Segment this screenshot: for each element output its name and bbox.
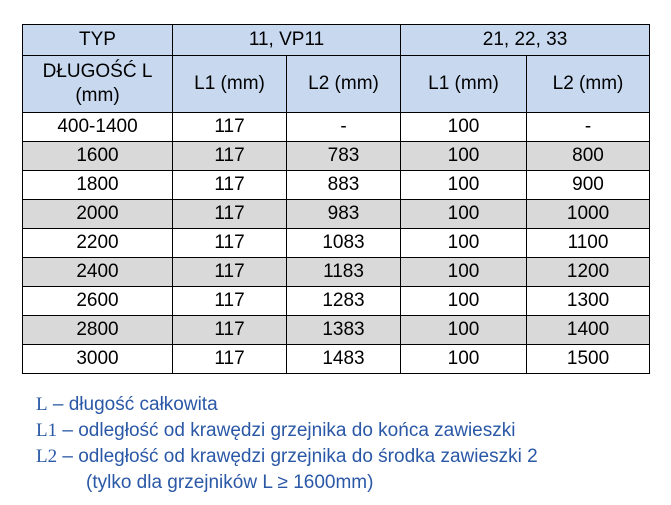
- table-row: [23, 316, 650, 345]
- group1-l1-cell: 117: [173, 171, 287, 200]
- group2-l2-cell: 1000: [527, 200, 650, 229]
- group1-l1-cell: 117: [173, 345, 287, 374]
- group1-l1-cell: 117: [173, 113, 287, 142]
- legend-l: [36, 392, 538, 418]
- group1-l1-cell: 117: [173, 200, 287, 229]
- legend-l2: [36, 444, 538, 470]
- length-cell: 2000: [23, 200, 173, 229]
- group2-l1-cell: 100: [401, 142, 527, 171]
- group1-l1-cell: 117: [173, 316, 287, 345]
- group1-l2-cell: -: [287, 113, 401, 142]
- group2-l2-cell: 1100: [527, 229, 650, 258]
- group2-l2-cell: 1400: [527, 316, 650, 345]
- table-body: [23, 113, 650, 374]
- group1-l2-cell: 783: [287, 142, 401, 171]
- group2-l1-cell: 100: [401, 287, 527, 316]
- group2-l1-header: L1 (mm): [401, 56, 527, 113]
- group1-l2-cell: 1183: [287, 258, 401, 287]
- group1-l1-header: L1 (mm): [173, 56, 287, 113]
- group2-l1-cell: 100: [401, 171, 527, 200]
- table-row: [23, 258, 650, 287]
- group1-l1-cell: 117: [173, 142, 287, 171]
- table-row: [23, 142, 650, 171]
- group2-l1-cell: 100: [401, 258, 527, 287]
- length-cell: 1600: [23, 142, 173, 171]
- group1-l2-cell: 1383: [287, 316, 401, 345]
- length-header: DŁUGOŚĆ L (mm): [23, 56, 173, 113]
- radiator-dimensions-table-container: [22, 24, 649, 374]
- group2-l2-cell: 1200: [527, 258, 650, 287]
- radiator-dimensions-table: [22, 24, 650, 374]
- table-row: [23, 345, 650, 374]
- group1-l1-cell: 117: [173, 287, 287, 316]
- table-row: [23, 200, 650, 229]
- group1-l1-cell: 117: [173, 258, 287, 287]
- table-row: [23, 171, 650, 200]
- length-cell: 2200: [23, 229, 173, 258]
- table-row: [23, 113, 650, 142]
- group2-l1-cell: 100: [401, 200, 527, 229]
- table-row: [23, 229, 650, 258]
- legend-l1: [36, 418, 538, 444]
- header-row-columns: [23, 56, 650, 113]
- group1-l2-cell: 1283: [287, 287, 401, 316]
- group2-l1-cell: 100: [401, 113, 527, 142]
- table-row: [23, 287, 650, 316]
- group1-l2-cell: 883: [287, 171, 401, 200]
- length-cell: 400-1400: [23, 113, 173, 142]
- group-11-vp11-header: 11, VP11: [173, 25, 401, 56]
- length-cell: 3000: [23, 345, 173, 374]
- group2-l2-cell: 1300: [527, 287, 650, 316]
- length-cell: 2600: [23, 287, 173, 316]
- group1-l2-cell: 1483: [287, 345, 401, 374]
- legend-l1-symbol: L1: [36, 420, 58, 441]
- group-21-22-33-header: 21, 22, 33: [401, 25, 650, 56]
- length-cell: 2400: [23, 258, 173, 287]
- group1-l2-cell: 983: [287, 200, 401, 229]
- group2-l2-cell: 800: [527, 142, 650, 171]
- legend-l2-note: (tylko dla grzejników L ≥ 1600mm): [86, 472, 374, 493]
- group1-l1-cell: 117: [173, 229, 287, 258]
- legend-l-symbol: L: [36, 394, 48, 415]
- legend-l-text: – długość całkowita: [47, 394, 218, 415]
- legend-l2-symbol: L2: [36, 446, 58, 467]
- group2-l2-cell: 900: [527, 171, 650, 200]
- group2-l1-cell: 100: [401, 345, 527, 374]
- group1-l2-header: L2 (mm): [287, 56, 401, 113]
- group2-l2-header: L2 (mm): [527, 56, 650, 113]
- group2-l1-cell: 100: [401, 229, 527, 258]
- header-row-type: [23, 25, 650, 56]
- legend: [36, 392, 538, 496]
- group2-l2-cell: -: [527, 113, 650, 142]
- type-header: TYP: [23, 25, 173, 56]
- legend-l2-text: – odległość od krawędzi grzejnika do środka zawieszki 2: [57, 446, 538, 467]
- group2-l1-cell: 100: [401, 316, 527, 345]
- length-cell: 2800: [23, 316, 173, 345]
- group1-l2-cell: 1083: [287, 229, 401, 258]
- group2-l2-cell: 1500: [527, 345, 650, 374]
- legend-l1-text: – odległość od krawędzi grzejnika do końca zawieszki: [57, 420, 516, 441]
- length-cell: 1800: [23, 171, 173, 200]
